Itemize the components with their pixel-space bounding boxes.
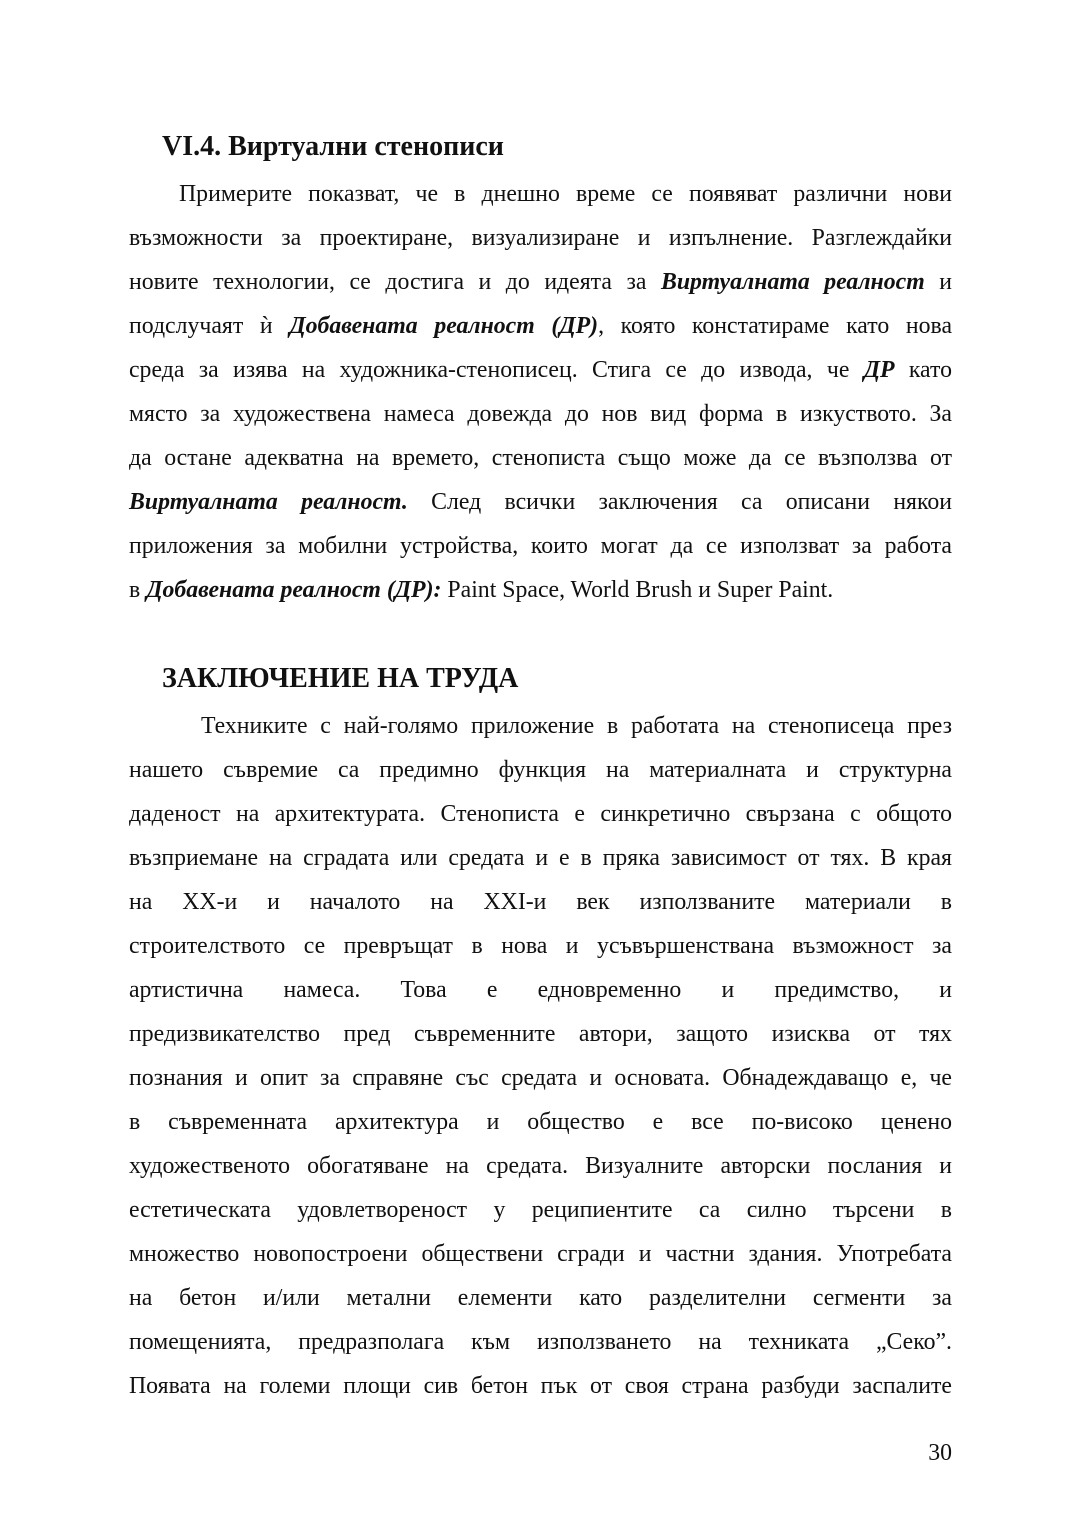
paragraph-line: предизвикателство пред съвременните автори, защото изисква от тях	[129, 1021, 952, 1047]
paragraph-line: артистична намеса. Това е едновременно и предимство, и	[129, 977, 952, 1003]
paragraph-line: Примерите показват, че в днешно време се появяват различни нови	[179, 181, 952, 207]
paragraph-line: в Добавената реалност (ДР): Paint Space, World Brush и Super Paint.	[129, 577, 834, 603]
emphasis-term: Виртуалната реалност.	[129, 489, 408, 515]
paragraph-line: в съвременната архитектура и общество е все по-високо ценено	[129, 1109, 952, 1135]
paragraph-line: множество новопостроени обществени сгради и частни здания. Употребата	[129, 1241, 952, 1267]
section-heading-virtual-murals: VI.4. Виртуални стенописи	[162, 131, 504, 162]
paragraph-line: място за художествена намеса довежда до нов вид форма в изкуството. За	[129, 401, 952, 427]
paragraph-line: възприемане на сградата или средата и е в пряка зависимост от тях. В края	[129, 845, 952, 871]
paragraph-line: нашето съвремие са предимно функция на материалната и структурна	[129, 757, 952, 783]
paragraph-line: възможности за проектиране, визуализиране и изпълнение. Разглеждайки	[129, 225, 952, 251]
paragraph-line: на XX-и и началото на XXI-и век използваните материали в	[129, 889, 952, 915]
paragraph-line: Техниките с най-голямо приложение в работата на стенописеца през	[201, 713, 952, 739]
emphasis-term: ДР	[863, 357, 895, 383]
paragraph-line: Появата на големи площи сив бетон пък от своя страна разбуди заспалите	[129, 1373, 952, 1399]
paragraph-line: подслучаят ѝ Добавената реалност (ДР), която констатираме като нова	[129, 313, 952, 339]
emphasis-term: Добавената реалност (ДР)	[289, 313, 599, 339]
paragraph-line: среда за изява на художника-стенописец. Стига се до извода, че ДР като	[129, 357, 952, 383]
emphasis-term: Виртуалната реалност	[660, 269, 925, 295]
paragraph-line: да остане адекватна на времето, стенописта също може да се възползва от	[129, 445, 952, 471]
paragraph-line: художественото обогатяване на средата. Визуалните авторски послания и	[129, 1153, 952, 1179]
paragraph-line: Виртуалната реалност. След всички заключения са описани някои	[129, 489, 952, 515]
page-number: 30	[928, 1440, 952, 1466]
paragraph-line: даденост на архитектурата. Стенописта е синкретично свързана с общото	[129, 801, 952, 827]
paragraph-line: помещенията, предразполага към използването на техниката „Секо”.	[129, 1329, 952, 1355]
paragraph-line: приложения за мобилни устройства, които могат да се използват за работа	[129, 533, 952, 559]
paragraph-line: естетическата удовлетвореност у реципиентите са силно търсени в	[129, 1197, 952, 1223]
section-heading-conclusion: ЗАКЛЮЧЕНИЕ НА ТРУДА	[162, 663, 519, 694]
paragraph-line: новите технологии, се достига и до идеята за Виртуалната реалност и	[129, 269, 952, 295]
paragraph-line: строителството се превръщат в нова и усъвършенствана възможност за	[129, 933, 952, 959]
paragraph-line: познания и опит за справяне със средата и основата. Обнадеждаващо е, че	[129, 1065, 952, 1091]
emphasis-term: Добавената реалност (ДР):	[146, 577, 442, 603]
paragraph-line: на бетон и/или метални елементи като разделителни сегменти за	[129, 1285, 952, 1311]
